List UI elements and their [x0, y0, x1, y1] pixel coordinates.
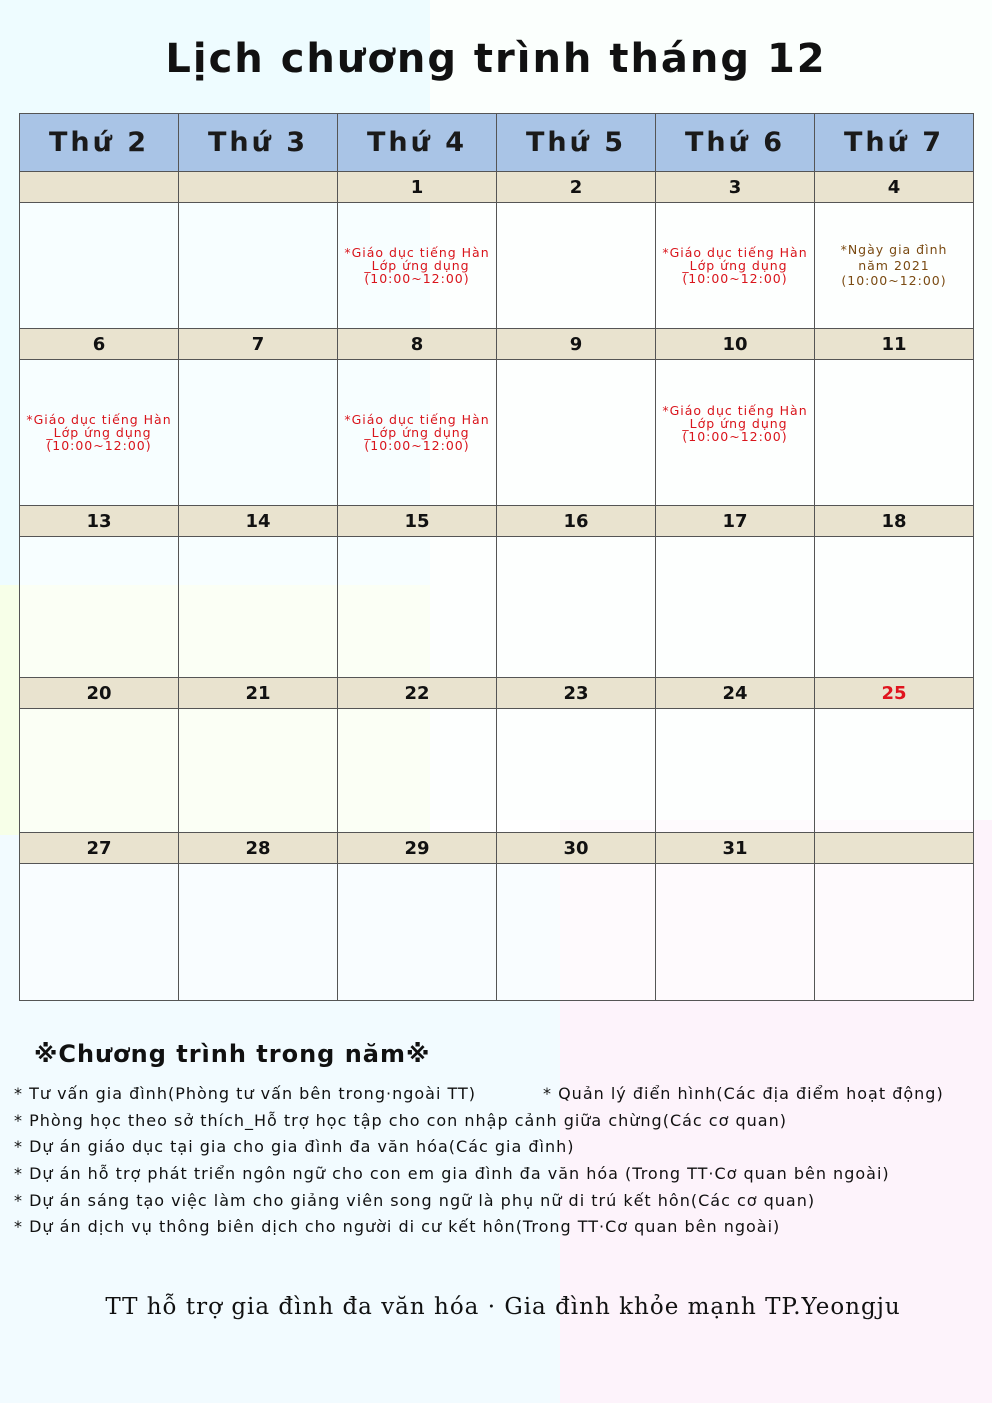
- day-cell: [179, 537, 338, 678]
- event-line: _Lớp ứng dụng: [364, 425, 470, 440]
- event-line: *Giáo dục tiếng Hàn: [26, 412, 172, 427]
- date-number: 31: [656, 833, 815, 864]
- date-number: 4: [815, 172, 974, 203]
- weekday-header: Thứ 4: [338, 114, 497, 172]
- day-cell: [815, 537, 974, 678]
- date-number: 14: [179, 506, 338, 537]
- day-cell: [338, 203, 497, 329]
- day-cell: [497, 203, 656, 329]
- date-number: 16: [497, 506, 656, 537]
- page-title: Lịch chương trình tháng 12: [165, 36, 827, 82]
- event-row: [20, 537, 974, 678]
- event-entry: [338, 246, 496, 285]
- day-cell: [497, 360, 656, 506]
- day-cell: [338, 537, 497, 678]
- day-cell: [179, 709, 338, 833]
- event-line: _Lớp ứng dụng: [682, 258, 788, 273]
- day-cell: [656, 360, 815, 506]
- event-line: _Lớp ứng dụng: [364, 258, 470, 273]
- date-number: 21: [179, 678, 338, 709]
- program-item: * Dự án dịch vụ thông biên dịch cho người di cư kết hôn(Trong TT·Cơ quan bên ngoài): [14, 1217, 781, 1236]
- date-number: 30: [497, 833, 656, 864]
- weekday-header: Thứ 2: [20, 114, 179, 172]
- date-number: 29: [338, 833, 497, 864]
- event-entry: [656, 246, 814, 285]
- event-line: (10:00~12:00): [682, 271, 788, 286]
- weekday-header: Thứ 7: [815, 114, 974, 172]
- day-cell: [179, 360, 338, 506]
- day-cell: [20, 537, 179, 678]
- event-line: *Giáo dục tiếng Hàn: [344, 245, 490, 260]
- date-row: [20, 172, 974, 203]
- footer-organization: TT hỗ trợ gia đình đa văn hóa · Gia đình khỏe mạnh TP.Yeongju: [105, 1294, 901, 1320]
- event-line: *Giáo dục tiếng Hàn: [344, 412, 490, 427]
- day-cell: [497, 864, 656, 1001]
- date-number: 15: [338, 506, 497, 537]
- program-item: * Phòng học theo sở thích_Hỗ trợ học tập cho con nhập cảnh giữa chừng(Các cơ quan): [14, 1111, 787, 1130]
- day-cell: [815, 864, 974, 1001]
- event-line: (10:00~12:00): [841, 273, 947, 289]
- date-number: 17: [656, 506, 815, 537]
- day-cell: [20, 864, 179, 1001]
- date-number: 25: [815, 678, 974, 709]
- weekday-header: Thứ 5: [497, 114, 656, 172]
- event-line: *Giáo dục tiếng Hàn: [662, 245, 808, 260]
- program-item: * Quản lý điển hình(Các địa điểm hoạt động): [543, 1084, 944, 1103]
- date-number: [179, 172, 338, 203]
- event-line: *Giáo dục tiếng Hàn: [662, 403, 808, 418]
- date-number: 3: [656, 172, 815, 203]
- event-line: năm 2021: [858, 257, 930, 273]
- date-number: 9: [497, 329, 656, 360]
- day-cell: [656, 203, 815, 329]
- date-number: 10: [656, 329, 815, 360]
- date-number: 1: [338, 172, 497, 203]
- day-cell: [20, 203, 179, 329]
- event-entry: [656, 404, 814, 443]
- event-entry: [815, 242, 973, 289]
- event-row: [20, 864, 974, 1001]
- date-number: 8: [338, 329, 497, 360]
- day-cell: [179, 864, 338, 1001]
- date-number: 7: [179, 329, 338, 360]
- weekday-header: Thứ 3: [179, 114, 338, 172]
- event-entry: [338, 413, 496, 452]
- calendar-table: [19, 113, 974, 1001]
- event-line: (10:00~12:00): [364, 438, 470, 453]
- day-cell: [497, 537, 656, 678]
- day-cell: [338, 360, 497, 506]
- event-row: [20, 360, 974, 506]
- day-cell: [338, 864, 497, 1001]
- event-row: [20, 203, 974, 329]
- date-number: 18: [815, 506, 974, 537]
- day-cell: [815, 203, 974, 329]
- event-line: (10:00~12:00): [682, 429, 788, 444]
- date-number: 13: [20, 506, 179, 537]
- event-line: *Ngày gia đình: [840, 242, 948, 258]
- day-cell: [20, 360, 179, 506]
- event-row: [20, 709, 974, 833]
- program-item: * Dự án hỗ trợ phát triển ngôn ngữ cho con em gia đình đa văn hóa (Trong TT·Cơ quan bên ngoài): [14, 1164, 890, 1183]
- date-number: 24: [656, 678, 815, 709]
- day-cell: [338, 709, 497, 833]
- event-line: _Lớp ứng dụng: [46, 425, 152, 440]
- event-line: _Lớp ứng dụng: [682, 416, 788, 431]
- date-number: 20: [20, 678, 179, 709]
- date-number: 27: [20, 833, 179, 864]
- programs-title: ※Chương trình trong năm※: [34, 1040, 431, 1068]
- date-row: [20, 678, 974, 709]
- date-number: 23: [497, 678, 656, 709]
- date-number: 11: [815, 329, 974, 360]
- weekday-header-row: [20, 114, 974, 172]
- date-row: [20, 833, 974, 864]
- day-cell: [656, 537, 815, 678]
- date-number: 22: [338, 678, 497, 709]
- date-number: [20, 172, 179, 203]
- day-cell: [179, 203, 338, 329]
- weekday-header: Thứ 6: [656, 114, 815, 172]
- day-cell: [656, 709, 815, 833]
- day-cell: [656, 864, 815, 1001]
- event-line: (10:00~12:00): [46, 438, 152, 453]
- day-cell: [20, 709, 179, 833]
- program-item: * Tư vấn gia đình(Phòng tư vấn bên trong·ngoài TT): [14, 1084, 476, 1103]
- program-item: * Dự án giáo dục tại gia cho gia đình đa văn hóa(Các gia đình): [14, 1137, 575, 1156]
- date-number: 28: [179, 833, 338, 864]
- event-entry: [20, 413, 178, 452]
- date-number: 2: [497, 172, 656, 203]
- day-cell: [497, 709, 656, 833]
- date-row: [20, 506, 974, 537]
- day-cell: [815, 709, 974, 833]
- event-line: (10:00~12:00): [364, 271, 470, 286]
- date-number: 6: [20, 329, 179, 360]
- calendar-body: [20, 172, 974, 1001]
- program-item: * Dự án sáng tạo việc làm cho giảng viên song ngữ là phụ nữ di trú kết hôn(Các cơ quan): [14, 1191, 816, 1210]
- day-cell: [815, 360, 974, 506]
- date-number: [815, 833, 974, 864]
- date-row: [20, 329, 974, 360]
